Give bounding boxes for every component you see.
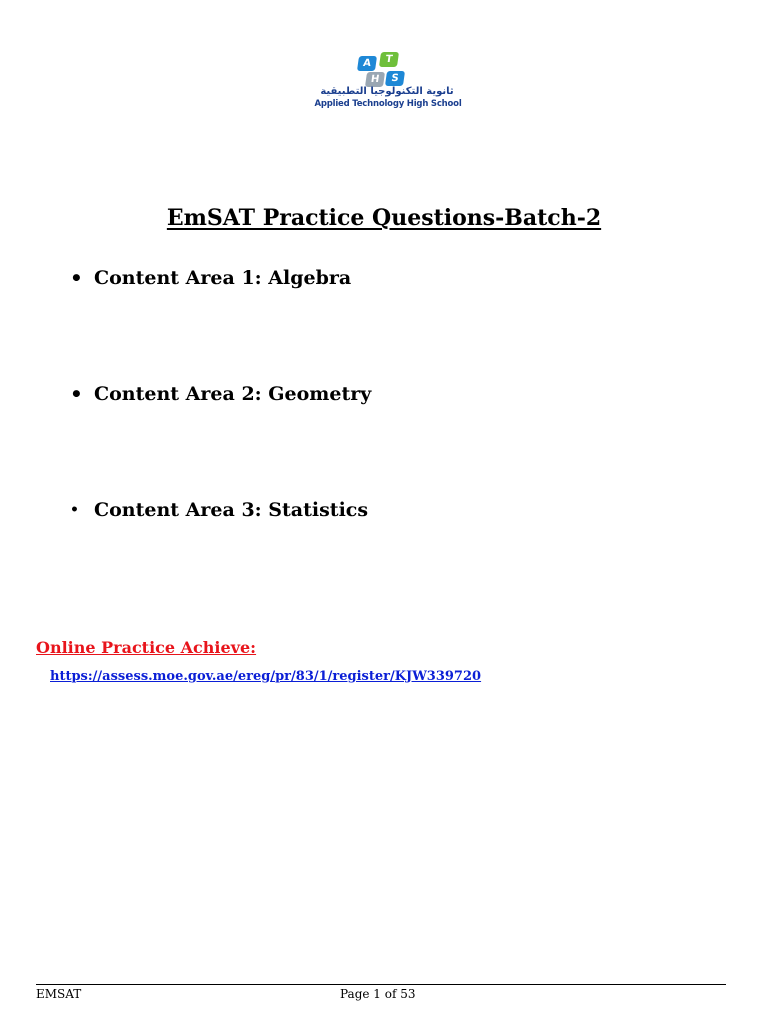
aths-logo-icon	[356, 52, 410, 88]
list-item	[70, 264, 570, 292]
content-area-label: Content Area 2: Geometry	[94, 383, 372, 405]
logo-arabic-name: ثانوية التكنولوجيا التطبيقية	[320, 86, 454, 97]
logo-tile-t: T	[379, 52, 399, 67]
bullet-icon: •	[70, 502, 79, 518]
footer-divider	[36, 984, 726, 985]
page-number: Page 1 of 53	[340, 987, 416, 1001]
logo-tile-s: S	[385, 71, 405, 86]
logo-english-name: Applied Technology High School	[314, 99, 462, 109]
page-title: EmSAT Practice Questions-Batch-2	[166, 204, 602, 231]
list-item	[70, 496, 570, 524]
footer-document-name: EMSAT	[36, 987, 82, 1001]
online-practice-heading: Online Practice Achieve:	[36, 638, 257, 657]
logo-tile-a: A	[357, 56, 377, 71]
bullet-icon: •	[70, 382, 83, 406]
content-area-label: Content Area 3: Statistics	[94, 499, 369, 521]
bullet-icon: •	[70, 266, 83, 290]
content-area-label: Content Area 1: Algebra	[94, 267, 352, 289]
logo-tile-h: H	[365, 72, 385, 87]
online-practice-link[interactable]: https://assess.moe.gov.ae/ereg/pr/83/1/register/KJW339720	[50, 669, 482, 684]
list-item	[70, 380, 570, 408]
school-logo	[300, 50, 470, 112]
